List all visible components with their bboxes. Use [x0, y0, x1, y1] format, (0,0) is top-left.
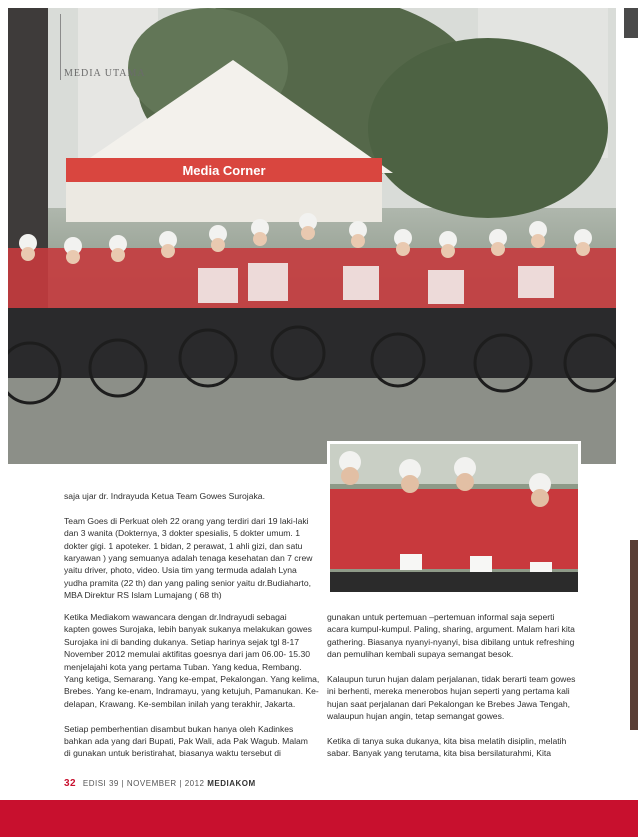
article-column-left-bottom [64, 611, 320, 760]
magazine-name: MEDIAKOM [207, 779, 256, 788]
text-line: Brebes. Yang ke-enam, Indramayu, yang ketujuh, Pamanukan. Ke- [64, 686, 319, 697]
text-line: menjelajahi kota yang pertama Tuban. Yang kedua, Rembang. [64, 661, 302, 672]
text-line: bahkan ada yang dari Bupati, Pak Wali, ada Pak Wagub. Malam [64, 736, 308, 747]
text-line: gathering. Biasanya nyanyi-nyanyi, bisa dibilang untuk refreshing [327, 636, 575, 647]
text-line [64, 710, 310, 722]
text-line: hujan saat perjalanan dari Pekalongan ke Brebes Jawa Tengah, [327, 698, 571, 709]
page-footer [64, 778, 256, 789]
text-line: kapten gowes Surojaka, lebih banyak sukanya melakukan gowes [64, 624, 312, 635]
text-line: Setiap pemberhentian disambut bukan hanya oleh Kadinkes [64, 723, 294, 734]
text-line: Ketika di tanya suka dukanya, kita bisa melatih disiplin, melatih [327, 736, 567, 747]
page-number: 32 [64, 778, 77, 789]
text-line: Kalaupun turun hujan dalam perjalanan, tidak berarti team gowes [327, 674, 576, 685]
issue-info: EDISI 39 | NOVEMBER | 2012 [82, 779, 205, 788]
text-line: Ketika Mediakom wawancara dengan dr.Indrayudi sebagai [64, 612, 287, 622]
text-line [327, 661, 575, 673]
text-line: karyawan ) yang semuanya adalah tenaga kesehatan dan 7 crew [64, 553, 313, 564]
text-line: di gunakan untuk beristirahat, biasanya waktu tersebut di [64, 748, 281, 759]
text-line: saja ujar dr. Indrayuda Ketua Team Gowes Surojaka. [64, 491, 265, 501]
section-label: MEDIA UTAMA [64, 68, 146, 79]
text-line: yudha pramita (22 th) dan yang paling senior yaitu dr.Budiaharto, [64, 577, 311, 588]
text-line: dan pemulihan kembali supaya semangat besok. [327, 649, 514, 660]
text-line: MBA Direktur RS Islam Lumajang ( 68 th) [64, 590, 222, 601]
article-column-left-top [64, 490, 313, 602]
text-line: gunakan untuk pertemuan –pertemuan informal saja seperti [327, 612, 555, 622]
text-line: Surojaka ini di banding dukanya. Setiap harinya sejak tgl 8-17 [64, 636, 300, 647]
text-line [327, 723, 575, 735]
footer-color-bar [0, 800, 638, 837]
text-line: walaupun hujan angin, tetap semangat gowes. [327, 711, 505, 722]
text-line: sabar. Banyak yang terutama, kita bisa bersilaturahmi, Kita [327, 748, 552, 759]
text-line: November 2012 memulai aktifitas goesnya dari jam 06.00- 15.30 [64, 649, 311, 660]
text-line: Yang ketiga, Semarang. Yang ke-empat, Pekalongan. Yang kelima, [64, 674, 320, 685]
text-line: acara kumpul-kumpul. Paling, sharing, argument. Malam hari kita [327, 624, 575, 635]
inset-cyclists-photo [327, 441, 581, 595]
text-line: delapan, Krawang. Ke-sembilan inilah yang terakhir, Jakarta. [64, 698, 296, 709]
edge-photo-fragment [630, 540, 638, 730]
text-line [64, 502, 310, 514]
text-line: dan 3 wanita (Dokternya, 3 dokter spesialis, 5 dokter umum. 1 [64, 528, 300, 539]
text-line: ini berhenti, mereka menerobos hujan seperti yang pertama kali [327, 686, 570, 697]
tent-banner-text: Media Corner [182, 163, 266, 178]
text-line: yaitu driver, photo, video. Usia tim yang termuda adalah Lyna [64, 565, 297, 576]
section-divider [60, 14, 61, 80]
article-column-right [327, 611, 575, 760]
text-line: dokter gigi. 1 apoteker. 1 bidan, 2 perawat, 1 ahli gizi, dan satu [64, 540, 303, 551]
text-line: Team Goes di Perkuat oleh 22 orang yang terdiri dari 19 laki-laki [64, 515, 309, 526]
edge-photo-fragment [624, 8, 638, 38]
